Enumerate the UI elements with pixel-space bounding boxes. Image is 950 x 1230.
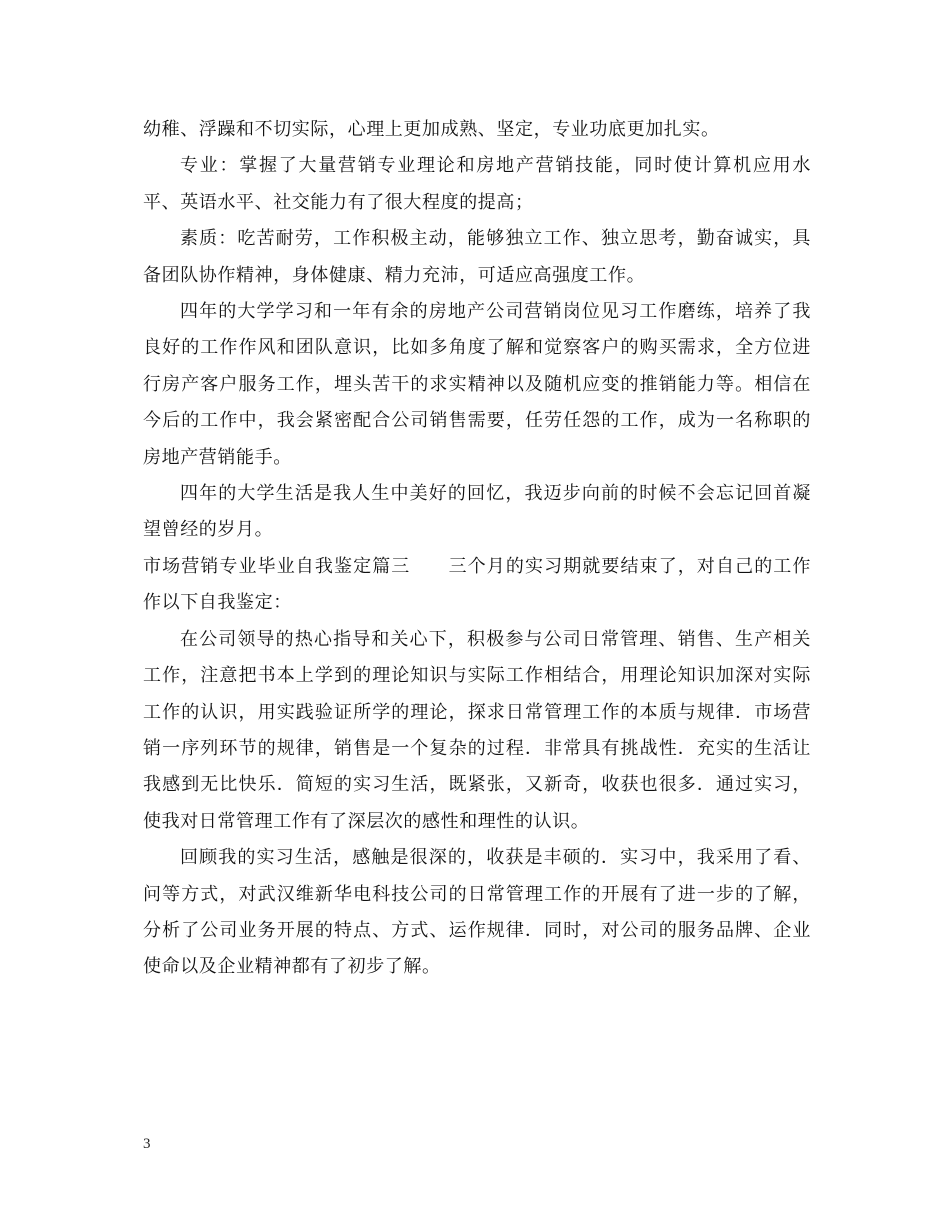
paragraph-internship-review: 回顾我的实习生活，感触是很深的，收获是丰硕的．实习中，我采用了看、问等方式，对武汉维新华电科技公司的日常管理工作的开展有了进一步的了解，分析了公司业务开展的特点、方式、运作规律．同时，对公司的服务品牌、企业使命以及企业精神都有了初步了解。 — [143, 847, 811, 978]
paragraph-work-experience: 四年的大学学习和一年有余的房地产公司营销岗位见习工作磨练，培养了我良好的工作作风和团队意识，比如多角度了解和觉察客户的购买需求，全方位进行房产客户服务工作，埋头苦干的求实精神以及随机应变的推销能力等。相信在今后的工作中，我会紧密配合公司销售需要，任劳任怨的工作，成为一名称职的房地产营销能手。 — [143, 301, 811, 468]
paragraph-university-memories: 四年的大学生活是我人生中美好的回忆，我迈步向前的时候不会忘记回首凝望曾经的岁月。 — [143, 483, 811, 541]
paragraph-professional-skills: 专业：掌握了大量营销专业理论和房地产营销技能，同时使计算机应用水平、英语水平、社交能力有了很大程度的提高； — [143, 155, 811, 213]
paragraph-internship-work: 在公司领导的热心指导和关心下，积极参与公司日常管理、销售、生产相关工作，注意把书本上学到的理论知识与实际工作相结合，用理论知识加深对实际工作的认识，用实践验证所学的理论，探求日常管理工作的本质与规律．市场营销一序列环节的规律，销售是一个复杂的过程．非常具有挑战性．充实的生活让我感到无比快乐．简短的实习生活，既紧张，又新奇，收获也很多．通过实习，使我对日常管理工作有了深层次的感性和理性的认识。 — [143, 628, 811, 832]
body-text — [143, 112, 811, 986]
paragraph-continuation: 幼稚、浮躁和不切实际，心理上更加成熟、坚定，专业功底更加扎实。 — [143, 119, 720, 140]
paragraph-personal-qualities: 素质：吃苦耐劳，工作积极主动，能够独立工作、独立思考，勤奋诚实，具备团队协作精神，身体健康、精力充沛，可适应高强度工作。 — [143, 228, 811, 286]
page-number: 3 — [143, 1136, 151, 1152]
section-heading-part-three: 市场营销专业毕业自我鉴定篇三 三个月的实习期就要结束了，对自己的工作作以下自我鉴定： — [143, 555, 811, 614]
